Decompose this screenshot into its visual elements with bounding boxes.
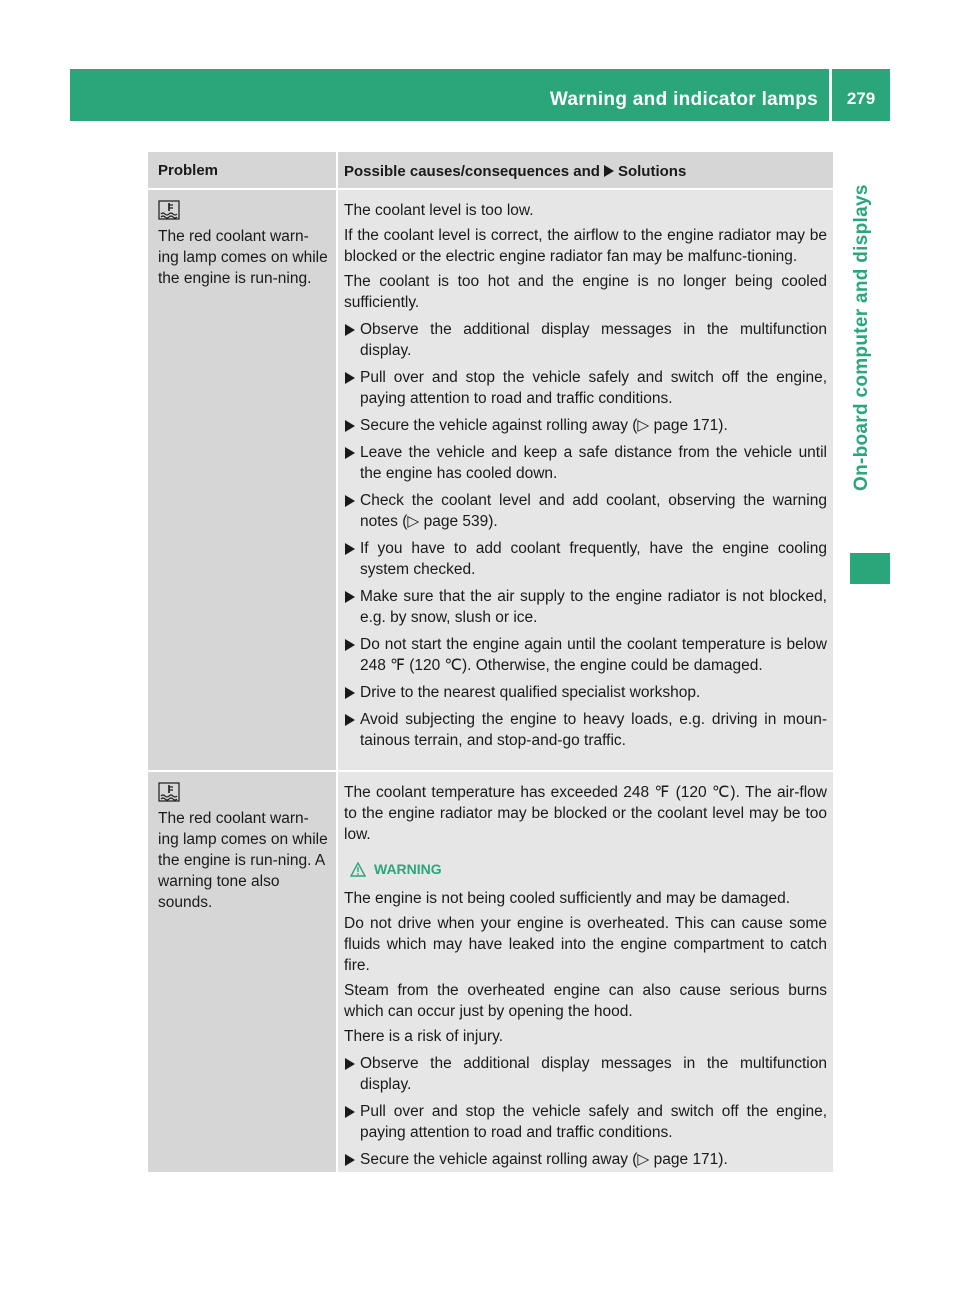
step-arrow-icon	[345, 372, 355, 384]
solution-step: Pull over and stop the vehicle safely and switch off the engine, paying attention to road and traffic conditions.	[344, 367, 827, 409]
step-arrow-icon	[345, 447, 355, 459]
step-arrow-icon	[345, 543, 355, 555]
cause-text: If the coolant level is correct, the airflow to the engine radiator may be blocked or the electric engine radiator fan may be malfunc-tioning.	[344, 227, 827, 265]
warning-heading	[350, 859, 827, 880]
page-header	[70, 69, 890, 121]
warning-text: There is a risk of injury.	[344, 1028, 504, 1045]
step-arrow-icon	[345, 1154, 355, 1166]
problem-cell	[148, 772, 336, 1172]
solution-step: Avoid subjecting the engine to heavy loads, e.g. driving in moun-tainous terrain, and stop-and-go traffic.	[344, 709, 827, 751]
warning-triangle-icon	[350, 862, 366, 877]
step-arrow-icon	[345, 714, 355, 726]
solution-step: Secure the vehicle against rolling away (▷ page 171).	[344, 1149, 827, 1170]
table-row	[148, 772, 833, 1174]
step-arrow-icon	[345, 324, 355, 336]
solution-step: Make sure that the air supply to the engine radiator is not blocked, e.g. by snow, slush or ice.	[344, 586, 827, 628]
action-arrow-icon	[604, 165, 614, 177]
column-header-solutions	[336, 152, 833, 188]
step-arrow-icon	[345, 591, 355, 603]
column-header-solutions-post: Solutions	[617, 163, 687, 180]
chapter-tab-block	[850, 553, 890, 584]
step-arrow-icon	[345, 495, 355, 507]
solution-step: If you have to add coolant frequently, have the engine cooling system checked.	[344, 538, 827, 580]
column-header-problem: Problem	[158, 162, 219, 179]
table-header	[148, 152, 833, 190]
warning-text: The engine is not being cooled sufficiently and may be damaged.	[344, 890, 791, 907]
cause-text: The coolant level is too low.	[344, 202, 534, 219]
header-divider	[829, 69, 832, 121]
solution-step: Pull over and stop the vehicle safely and switch off the engine, paying attention to road and traffic conditions.	[344, 1101, 827, 1143]
step-arrow-icon	[345, 1106, 355, 1118]
table-row	[148, 190, 833, 772]
chapter-side-label: On-board computer and displays	[851, 184, 872, 492]
solution-step: Secure the vehicle against rolling away (▷ page 171).	[344, 415, 827, 436]
coolant-warning-icon	[158, 200, 328, 226]
column-header-solutions-pre: Possible causes/consequences and	[344, 163, 600, 180]
step-arrow-icon	[345, 639, 355, 651]
solution-step: Observe the additional display messages in the multifunction display.	[344, 1053, 827, 1095]
solution-cell	[336, 772, 833, 1172]
solution-step: Observe the additional display messages in the multifunction display.	[344, 319, 827, 361]
problem-text: The red coolant warn-ing lamp comes on while the engine is run-ning.	[158, 228, 328, 287]
solution-step: Do not start the engine again until the coolant temperature is below 248 ℉ (120 ℃). Otherwise, the engine could be damaged.	[344, 634, 827, 676]
warning-label: WARNING	[374, 861, 442, 877]
problem-text: The red coolant warn-ing lamp comes on while the engine is run-ning. A warning tone also sounds.	[158, 810, 328, 911]
step-arrow-icon	[345, 687, 355, 699]
solution-step: Drive to the nearest qualified specialist workshop.	[344, 682, 827, 703]
problem-cell	[148, 190, 336, 770]
step-arrow-icon	[345, 1058, 355, 1070]
warning-text: Steam from the overheated engine can also cause serious burns which can occur just by opening the hood.	[344, 982, 827, 1020]
section-title: Warning and indicator lamps	[549, 89, 818, 110]
page-number: 279	[846, 89, 876, 108]
cause-text: The coolant is too hot and the engine is no longer being cooled sufficiently.	[344, 273, 827, 311]
solution-step: Check the coolant level and add coolant, observing the warning notes (▷ page 539).	[344, 490, 827, 532]
solution-steps	[344, 319, 827, 751]
problem-solution-table	[148, 152, 833, 1174]
cause-text: The coolant temperature has exceeded 248 ℉ (120 ℃). The air-flow to the engine radiator may be blocked or the coolant level may be too low.	[344, 784, 827, 843]
warning-text: Do not drive when your engine is overheated. This can cause some fluids which may have leaked into the engine compartment to catch fire.	[344, 915, 827, 974]
solution-steps	[344, 1053, 827, 1170]
step-arrow-icon	[345, 420, 355, 432]
coolant-warning-icon	[158, 782, 328, 808]
solution-cell	[336, 190, 833, 770]
solution-step: Leave the vehicle and keep a safe distance from the vehicle until the engine has cooled down.	[344, 442, 827, 484]
